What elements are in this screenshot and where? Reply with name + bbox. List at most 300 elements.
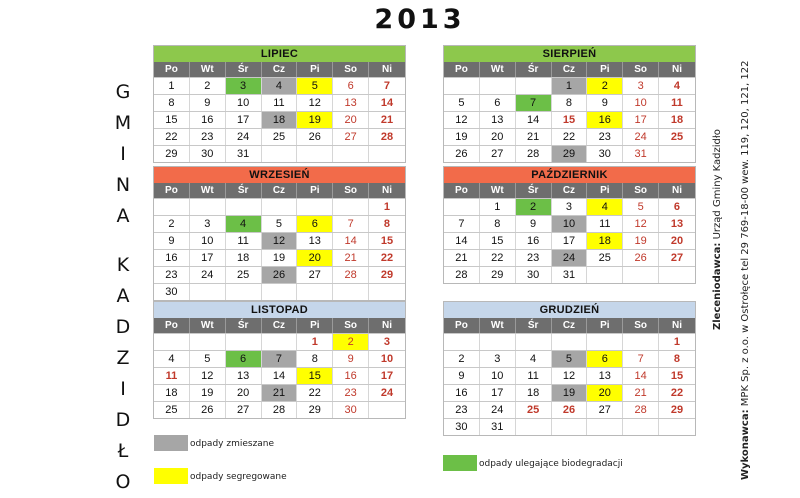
day-cell: 18: [587, 233, 623, 249]
day-cell: 13: [226, 368, 262, 384]
day-cell: 10: [552, 216, 588, 232]
day-cell: [659, 419, 695, 435]
week-row: [154, 232, 405, 249]
week-row: [444, 94, 695, 111]
day-cell: 9: [333, 351, 369, 367]
day-cell: 26: [623, 250, 659, 266]
day-cell: 13: [587, 368, 623, 384]
weekday-label: Po: [154, 318, 190, 333]
day-cell: 7: [623, 351, 659, 367]
weekday-header-row: [444, 183, 695, 198]
day-cell: 2: [516, 199, 552, 215]
weekday-label: So: [623, 183, 659, 198]
day-cell: 5: [190, 351, 226, 367]
week-row: [444, 384, 695, 401]
day-cell: 26: [552, 402, 588, 418]
day-cell: 10: [623, 95, 659, 111]
week-row: [444, 128, 695, 145]
day-cell: [190, 199, 226, 215]
day-cell: 5: [297, 78, 333, 94]
day-cell: 29: [480, 267, 516, 283]
day-cell: 16: [190, 112, 226, 128]
week-row: [154, 249, 405, 266]
day-cell: 21: [516, 129, 552, 145]
day-cell: 27: [226, 402, 262, 418]
weekday-header-row: [154, 62, 405, 77]
weekday-label: Cz: [552, 62, 588, 77]
day-cell: 16: [154, 250, 190, 266]
title-letter: I: [120, 143, 126, 165]
kadzidlo-vertical-title: [108, 250, 138, 498]
week-row: [154, 401, 405, 418]
week-row: [154, 350, 405, 367]
day-cell: 26: [262, 267, 298, 283]
day-cell: 28: [623, 402, 659, 418]
day-cell: 31: [552, 267, 588, 283]
month-name: LISTOPAD: [154, 302, 405, 318]
week-row: [154, 94, 405, 111]
weekday-label: Po: [444, 62, 480, 77]
week-row: [154, 333, 405, 350]
day-cell: 30: [333, 402, 369, 418]
month-calendar: [443, 166, 696, 284]
day-cell: 10: [190, 233, 226, 249]
day-cell: 18: [226, 250, 262, 266]
day-cell: 24: [623, 129, 659, 145]
day-cell: 18: [670, 114, 684, 126]
day-cell: 21: [623, 385, 659, 401]
week-row: [444, 418, 695, 435]
day-cell: 24: [552, 250, 588, 266]
weekday-label: Cz: [552, 183, 588, 198]
weekday-label: Po: [444, 318, 480, 333]
day-cell: 13: [333, 95, 369, 111]
gmina-vertical-title: [108, 77, 138, 232]
weekday-label: Śr: [226, 183, 262, 198]
day-cell: 15: [552, 112, 588, 128]
day-cell: 4: [154, 351, 190, 367]
weekday-label: Ni: [671, 320, 682, 331]
weekday-label: So: [333, 62, 369, 77]
day-cell: 4: [587, 199, 623, 215]
day-cell: 17: [552, 233, 588, 249]
day-cell: 1: [154, 78, 190, 94]
week-row: [444, 111, 695, 128]
week-row: [444, 367, 695, 384]
title-letter: G: [115, 81, 131, 103]
day-cell: 7: [516, 95, 552, 111]
day-cell: 15: [297, 368, 333, 384]
day-cell: [297, 199, 333, 215]
day-cell: 1: [383, 201, 391, 213]
day-cell: 19: [190, 385, 226, 401]
day-cell: 4: [673, 80, 681, 92]
day-cell: [333, 146, 369, 162]
day-cell: 28: [262, 402, 298, 418]
month-name: SIERPIEŃ: [444, 46, 695, 62]
day-cell: 23: [190, 129, 226, 145]
day-cell: [297, 146, 333, 162]
zleceniodawca-label: Zleceniodawca:: [712, 242, 723, 330]
title-letter: O: [115, 471, 131, 493]
month-name: PAŹDZIERNIK: [444, 167, 695, 183]
day-cell: 11: [516, 368, 552, 384]
day-cell: [623, 334, 659, 350]
day-cell: [262, 146, 298, 162]
day-cell: 10: [380, 353, 394, 365]
day-cell: [587, 334, 623, 350]
week-row: [154, 128, 405, 145]
day-cell: 11: [587, 216, 623, 232]
day-cell: 16: [333, 368, 369, 384]
day-cell: 12: [190, 368, 226, 384]
day-cell: 6: [333, 78, 369, 94]
day-cell: 31: [226, 146, 262, 162]
day-cell: [552, 334, 588, 350]
day-cell: 20: [480, 129, 516, 145]
day-cell: [623, 267, 659, 283]
month-calendar: [153, 45, 406, 163]
day-cell: 18: [262, 112, 298, 128]
title-letter: D: [115, 316, 131, 338]
day-cell: 2: [587, 78, 623, 94]
day-cell: 20: [587, 385, 623, 401]
day-cell: [262, 334, 298, 350]
day-cell: 27: [587, 402, 623, 418]
day-cell: 28: [380, 131, 394, 143]
day-cell: [516, 334, 552, 350]
weekday-label: Śr: [516, 318, 552, 333]
title-letter: D: [115, 409, 131, 431]
day-cell: 17: [226, 112, 262, 128]
zleceniodawca-text: [712, 129, 723, 330]
day-cell: 30: [190, 146, 226, 162]
day-cell: 6: [226, 351, 262, 367]
day-cell: 1: [480, 199, 516, 215]
week-row: [154, 111, 405, 128]
day-cell: [587, 267, 623, 283]
day-cell: 29: [297, 402, 333, 418]
week-row: [154, 367, 405, 384]
weekday-label: Pi: [587, 318, 623, 333]
day-cell: 23: [333, 385, 369, 401]
day-cell: [226, 334, 262, 350]
day-cell: 11: [671, 97, 683, 109]
day-cell: 5: [262, 216, 298, 232]
week-row: [444, 350, 695, 367]
weekday-label: Po: [154, 183, 190, 198]
day-cell: 18: [154, 385, 190, 401]
weekday-label: Wt: [190, 62, 226, 77]
day-cell: [480, 334, 516, 350]
day-cell: 3: [190, 216, 226, 232]
day-cell: [190, 284, 226, 300]
day-cell: 22: [480, 250, 516, 266]
day-cell: 2: [154, 216, 190, 232]
day-cell: 3: [552, 199, 588, 215]
day-cell: 14: [380, 97, 394, 109]
day-cell: 6: [587, 351, 623, 367]
day-cell: [480, 78, 516, 94]
week-row: [444, 333, 695, 350]
day-cell: 14: [444, 233, 480, 249]
day-cell: 30: [154, 284, 190, 300]
day-cell: 14: [262, 368, 298, 384]
day-cell: 22: [154, 129, 190, 145]
weekday-label: Wt: [480, 62, 516, 77]
day-cell: [444, 334, 480, 350]
weekday-label: Śr: [226, 62, 262, 77]
week-row: [444, 145, 695, 162]
day-cell: 26: [297, 129, 333, 145]
weekday-header-row: [444, 62, 695, 77]
title-letter: I: [120, 378, 126, 400]
week-row: [154, 77, 405, 94]
legend-swatch-segregated: [154, 468, 188, 484]
week-row: [154, 384, 405, 401]
day-cell: 22: [552, 129, 588, 145]
legend-label-mixed: odpady zmieszane: [190, 439, 275, 449]
week-row: [444, 401, 695, 418]
day-cell: [623, 419, 659, 435]
day-cell: 19: [444, 129, 480, 145]
week-row: [444, 266, 695, 283]
weekday-label: Wt: [190, 183, 226, 198]
weekday-label: Cz: [262, 318, 298, 333]
day-cell: 12: [297, 95, 333, 111]
day-cell: 22: [670, 387, 684, 399]
day-cell: [659, 146, 695, 162]
day-cell: 3: [226, 78, 262, 94]
title-letter: Ł: [117, 440, 129, 462]
day-cell: [226, 284, 262, 300]
week-row: [154, 283, 405, 300]
weekday-header-row: [154, 183, 405, 198]
month-calendar: [443, 45, 696, 163]
day-cell: 9: [154, 233, 190, 249]
day-cell: 13: [670, 218, 684, 230]
day-cell: 24: [380, 387, 394, 399]
legend-label-bio: odpady ulegające biodegradacji: [479, 459, 623, 469]
week-row: [444, 215, 695, 232]
day-cell: 26: [190, 402, 226, 418]
day-cell: 24: [226, 129, 262, 145]
day-cell: [226, 199, 262, 215]
day-cell: 4: [226, 216, 262, 232]
weekday-label: Ni: [381, 185, 392, 196]
day-cell: 12: [444, 112, 480, 128]
day-cell: 17: [380, 370, 394, 382]
week-row: [444, 198, 695, 215]
day-cell: [262, 284, 298, 300]
day-cell: 8: [673, 353, 681, 365]
weekday-label: Wt: [190, 318, 226, 333]
day-cell: 21: [380, 114, 394, 126]
wykonawca-value: MPK Sp. z o.o. w Ostrołęce tel 29 769-18-00 wew. 119, 120, 121, 122: [740, 60, 751, 407]
day-cell: 4: [516, 351, 552, 367]
legend-swatch-mixed: [154, 435, 188, 451]
day-cell: 6: [480, 95, 516, 111]
day-cell: 20: [226, 385, 262, 401]
day-cell: 20: [297, 250, 333, 266]
day-cell: 14: [623, 368, 659, 384]
day-cell: 23: [587, 129, 623, 145]
weekday-label: Ni: [671, 185, 682, 196]
week-row: [444, 232, 695, 249]
day-cell: 7: [333, 216, 369, 232]
day-cell: 11: [226, 233, 262, 249]
day-cell: 25: [587, 250, 623, 266]
day-cell: 8: [297, 351, 333, 367]
day-cell: 30: [516, 267, 552, 283]
day-cell: [190, 334, 226, 350]
day-cell: 25: [670, 131, 684, 143]
day-cell: 29: [380, 269, 394, 281]
weekday-label: Pi: [587, 183, 623, 198]
week-row: [154, 215, 405, 232]
week-row: [154, 145, 405, 162]
day-cell: 7: [383, 80, 391, 92]
week-row: [154, 198, 405, 215]
day-cell: 21: [333, 250, 369, 266]
title-letter: M: [114, 112, 132, 134]
day-cell: 19: [262, 250, 298, 266]
day-cell: 27: [333, 129, 369, 145]
day-cell: 28: [516, 146, 552, 162]
day-cell: 26: [444, 146, 480, 162]
day-cell: 8: [383, 218, 391, 230]
day-cell: 8: [480, 216, 516, 232]
day-cell: [444, 78, 480, 94]
day-cell: 10: [480, 368, 516, 384]
weekday-label: So: [623, 318, 659, 333]
day-cell: 17: [480, 385, 516, 401]
day-cell: 9: [190, 95, 226, 111]
weekday-label: Wt: [480, 318, 516, 333]
day-cell: 19: [297, 112, 333, 128]
weekday-label: Pi: [587, 62, 623, 77]
weekday-label: Śr: [516, 183, 552, 198]
day-cell: 4: [262, 78, 298, 94]
weekday-label: So: [333, 318, 369, 333]
day-cell: 1: [673, 336, 681, 348]
day-cell: [369, 284, 405, 300]
day-cell: 5: [552, 351, 588, 367]
day-cell: 18: [516, 385, 552, 401]
day-cell: 21: [262, 385, 298, 401]
year-title: 2013: [374, 4, 466, 35]
day-cell: 9: [587, 95, 623, 111]
day-cell: 2: [444, 351, 480, 367]
day-cell: [516, 419, 552, 435]
day-cell: 19: [552, 385, 588, 401]
day-cell: 13: [297, 233, 333, 249]
weekday-label: Wt: [480, 183, 516, 198]
day-cell: 2: [333, 334, 369, 350]
day-cell: 27: [297, 267, 333, 283]
day-cell: 21: [444, 250, 480, 266]
day-cell: 15: [380, 235, 394, 247]
day-cell: 30: [444, 419, 480, 435]
day-cell: 12: [552, 368, 588, 384]
day-cell: 27: [480, 146, 516, 162]
month-calendar: [153, 166, 406, 301]
day-cell: 8: [552, 95, 588, 111]
weekday-label: Pi: [297, 183, 333, 198]
day-cell: 11: [154, 368, 190, 384]
day-cell: 23: [444, 402, 480, 418]
day-cell: [333, 284, 369, 300]
day-cell: 5: [444, 95, 480, 111]
day-cell: 27: [670, 252, 684, 264]
day-cell: 2: [190, 78, 226, 94]
day-cell: 3: [383, 336, 391, 348]
day-cell: 23: [516, 250, 552, 266]
day-cell: 6: [673, 201, 681, 213]
month-calendar: [443, 301, 696, 436]
day-cell: 13: [480, 112, 516, 128]
day-cell: 25: [516, 402, 552, 418]
weekday-label: Ni: [671, 64, 682, 75]
title-letter: A: [116, 285, 130, 307]
day-cell: 19: [623, 233, 659, 249]
wykonawca-text: [740, 60, 751, 480]
month-name: GRUDZIEŃ: [444, 302, 695, 318]
day-cell: 5: [623, 199, 659, 215]
day-cell: 12: [262, 233, 298, 249]
week-row: [154, 266, 405, 283]
day-cell: 7: [262, 351, 298, 367]
day-cell: 11: [262, 95, 298, 111]
weekday-label: Po: [154, 62, 190, 77]
day-cell: 10: [226, 95, 262, 111]
weekday-label: Pi: [297, 318, 333, 333]
day-cell: 28: [444, 267, 480, 283]
weekday-label: Ni: [381, 64, 392, 75]
day-cell: 16: [516, 233, 552, 249]
weekday-label: Po: [444, 183, 480, 198]
day-cell: [587, 419, 623, 435]
day-cell: [297, 284, 333, 300]
day-cell: [444, 199, 480, 215]
legend-label-segregated: odpady segregowane: [190, 472, 287, 482]
week-row: [444, 249, 695, 266]
day-cell: 15: [670, 370, 684, 382]
weekday-label: Ni: [381, 320, 392, 331]
day-cell: 20: [670, 235, 684, 247]
day-cell: 29: [154, 146, 190, 162]
day-cell: 15: [480, 233, 516, 249]
day-cell: 6: [297, 216, 333, 232]
day-cell: [333, 199, 369, 215]
title-letter: A: [116, 205, 130, 227]
day-cell: 22: [297, 385, 333, 401]
day-cell: 31: [480, 419, 516, 435]
day-cell: 24: [190, 267, 226, 283]
day-cell: 22: [380, 252, 394, 264]
month-calendar: [153, 301, 406, 419]
day-cell: 14: [333, 233, 369, 249]
day-cell: 25: [154, 402, 190, 418]
day-cell: 20: [333, 112, 369, 128]
day-cell: 9: [444, 368, 480, 384]
day-cell: 24: [480, 402, 516, 418]
day-cell: 14: [516, 112, 552, 128]
day-cell: [516, 78, 552, 94]
day-cell: 9: [516, 216, 552, 232]
day-cell: 29: [670, 404, 684, 416]
day-cell: [154, 199, 190, 215]
